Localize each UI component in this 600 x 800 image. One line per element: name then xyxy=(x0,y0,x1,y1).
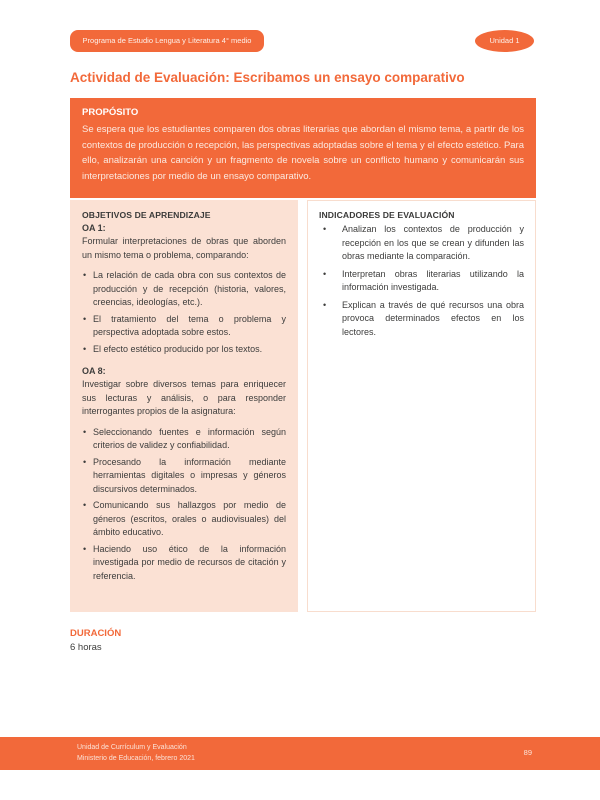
bullet-item: • Procesando la información mediante herramientas digitales o impresas y géneros discursivos determinados. xyxy=(82,456,286,497)
page-footer xyxy=(0,737,600,770)
bullet-item: • El efecto estético producido por los textos. xyxy=(82,343,286,357)
oa1-section xyxy=(82,223,286,356)
bullet-item: • Explican a través de qué recursos una obra provoca determinados efectos en los lectores. xyxy=(319,299,524,340)
oa8-bullet-list xyxy=(82,426,286,584)
footer-line2: Ministerio de Educación, febrero 2021 xyxy=(77,754,195,762)
bullet-item: • Comunicando sus hallazgos por medio de géneros (escritos, orales o audiovisuales) del ámbito educativo. xyxy=(82,499,286,540)
oa1-bullet-list xyxy=(82,269,286,356)
page-number: 89 xyxy=(523,748,532,758)
proposito-body: Se espera que los estudiantes comparen dos obras literarias que abordan el mismo tema, a partir de los contextos de producción o recepción, las perspectivas adoptadas sobre el tema y el efecto estético. Para ello, analizarán una canción y un fragmento de novela sobre un conflicto humano y comunicarán sus interpretaciones por medio de un ensayo comparativo. xyxy=(82,124,525,182)
oa8-intro: Investigar sobre diversos temas para enriquecer sus lecturas y análisis, o para responder interrogantes propios de la asignatura: xyxy=(82,379,286,416)
indicadores-bullet-list xyxy=(319,223,524,339)
bullet-item: • El tratamiento del tema o problema y perspectiva adoptada sobre estos. xyxy=(82,313,286,340)
oa8-label: OA 8: xyxy=(82,366,106,376)
footer-credits xyxy=(77,743,195,764)
objetivos-heading: OBJETIVOS DE APRENDIZAJE xyxy=(82,210,211,220)
bullet-item: • Haciendo uso ético de la información investigada por medio de recursos de citación y referencia. xyxy=(82,543,286,584)
footer-line1: Unidad de Currículum y Evaluación xyxy=(77,744,187,751)
proposito-heading: PROPÓSITO xyxy=(82,107,139,118)
duracion-value: 6 horas xyxy=(70,642,102,653)
indicadores-panel xyxy=(307,200,536,612)
oa1-intro: Formular interpretaciones de obras que aborden un mismo tema o problema, comparando: xyxy=(82,236,286,260)
indicadores-heading: INDICADORES DE EVALUACIÓN xyxy=(319,210,455,220)
bullet-item: • La relación de cada obra con sus contextos de producción y de recepción (historia, valores, creencias, ideologías, etc.). xyxy=(82,269,286,310)
bullet-item: • Seleccionando fuentes e información según criterios de validez y confiabilidad. xyxy=(82,426,286,453)
two-column-block xyxy=(70,200,536,612)
page-title: Actividad de Evaluación: Escribamos un ensayo comparativo xyxy=(70,70,465,85)
oa8-section xyxy=(82,366,286,583)
objetivos-panel xyxy=(70,200,298,612)
bullet-item: • Analizan los contextos de producción y recepción en los que se crean y difunden las obras mediante la comparación. xyxy=(319,223,524,264)
program-badge: Programa de Estudio Lengua y Literatura 4° medio xyxy=(70,30,264,52)
duracion-heading: DURACIÓN xyxy=(70,628,122,639)
duracion-block xyxy=(70,628,121,653)
oa1-label: OA 1: xyxy=(82,223,106,233)
bullet-item: • Interpretan obras literarias utilizando la información investigada. xyxy=(319,268,524,295)
unit-badge: Unidad 1 xyxy=(475,30,534,52)
proposito-box xyxy=(70,98,536,198)
